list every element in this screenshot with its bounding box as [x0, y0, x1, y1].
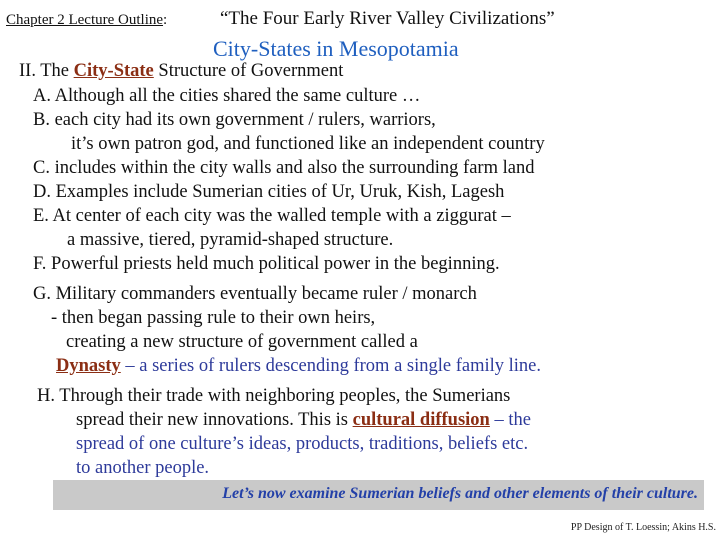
item-h-line2: [76, 410, 531, 431]
item-c: C. includes within the city walls and also the surrounding farm land: [33, 158, 535, 178]
dynasty-definition: – a series of rulers descending from a single family line.: [120, 356, 541, 376]
item-b-line2: it’s own patron god, and functioned like an independent country: [71, 134, 545, 154]
item-b-line1: B. each city had its own government / rulers, warriors,: [33, 110, 436, 130]
item-g-line4: [56, 356, 541, 377]
item-g-line1: G. Military commanders eventually became ruler / monarch: [33, 284, 477, 304]
item-e-line2: a massive, tiered, pyramid-shaped structure.: [67, 230, 394, 250]
slide-subtitle: City-States in Mesopotamia: [213, 36, 459, 61]
closing-banner: [53, 480, 704, 510]
outline-label: [6, 12, 167, 29]
closing-banner-text: Let’s now examine Sumerian beliefs and other elements of their culture.: [222, 485, 698, 502]
item-h-line1: H. Through their trade with neighboring peoples, the Sumerians: [37, 386, 511, 406]
section-suffix: Structure of Government: [153, 61, 344, 81]
section-prefix: II. The: [19, 61, 74, 81]
item-e-line1: E. At center of each city was the walled temple with a ziggurat –: [33, 206, 511, 226]
outline-label-text: Chapter 2 Lecture Outline: [6, 12, 164, 28]
lecture-title: “The Four Early River Valley Civilizations”: [220, 8, 555, 29]
design-credit: PP Design of T. Loessin; Akins H.S.: [570, 522, 716, 533]
section-keyword: City-State: [73, 61, 154, 81]
item-g-line3: creating a new structure of government called a: [66, 332, 418, 352]
item-f: F. Powerful priests held much political power in the beginning.: [33, 254, 500, 274]
item-h-line3: spread of one culture’s ideas, products, traditions, beliefs etc.: [76, 434, 529, 454]
item-d: D. Examples include Sumerian cities of Ur, Uruk, Kish, Lagesh: [33, 182, 505, 202]
item-a: A. Although all the cities shared the same culture …: [33, 86, 421, 106]
item-h-line4: to another people.: [76, 458, 210, 478]
item-h-line2-start: spread their new innovations. This is: [76, 410, 353, 430]
item-g-line2: - then began passing rule to their own heirs,: [51, 308, 376, 328]
outline-label-colon: :: [163, 12, 168, 28]
section-heading: [19, 61, 343, 82]
dynasty-keyword: Dynasty: [56, 356, 121, 376]
item-h-line2-end: – the: [489, 410, 531, 430]
cultural-diffusion-keyword: cultural diffusion: [352, 410, 490, 430]
